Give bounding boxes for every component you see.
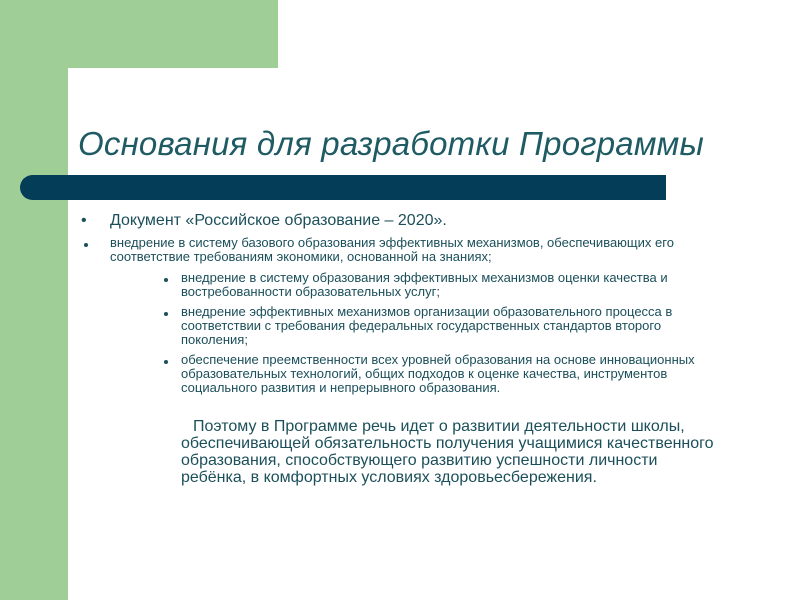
sub-bullet-item: внедрение эффективных механизмов организации образовательного процесса в соответствии с требования федеральных государственных стандартов второго поколения; bbox=[181, 304, 673, 347]
bullet-icon bbox=[164, 312, 168, 316]
sub-bullet-item: внедрение в систему образования эффективных механизмов оценки качества и востребованности образовательных услуг; bbox=[181, 270, 668, 299]
summary-paragraph: Поэтому в Программе речь идет о развитии деятельности школы, обеспечивающей обязательность получения учащимися качественного образования, способствующего развитию успешности личности ребёнка, в комфортных условиях здоровьесбережения. bbox=[181, 418, 714, 486]
bullet-icon bbox=[84, 243, 88, 247]
bullet-item: внедрение в систему базового образования эффективных механизмов, обеспечивающих его соответствие требованиям экономики, основанной на знаниях; bbox=[110, 235, 674, 264]
bullet-item: Документ «Российское образование – 2020». bbox=[110, 212, 447, 229]
sub-bullet-item: обеспечение преемственности всех уровней образования на основе инновационных образовательных технологий, общих подходов к оценке качества, инструментов социального развития и непрерывного образования. bbox=[181, 352, 695, 395]
bullet-icon bbox=[164, 360, 168, 364]
bullet-icon bbox=[164, 278, 168, 282]
slide-title: Основания для разработки Программы bbox=[78, 125, 704, 162]
bullet-icon: • bbox=[81, 212, 87, 229]
